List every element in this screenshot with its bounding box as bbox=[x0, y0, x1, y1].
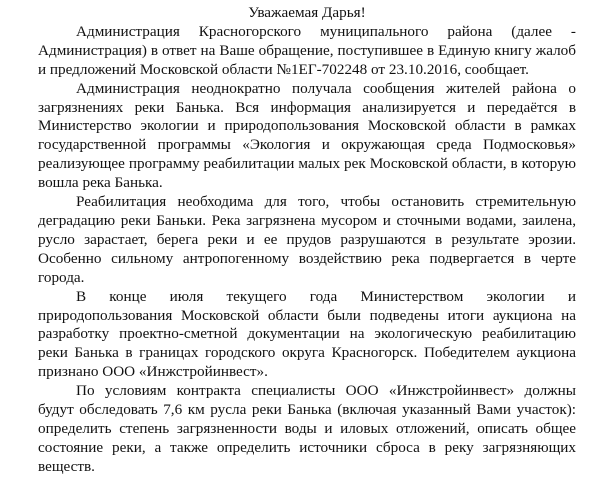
paragraph-appeal-response: Администрация Красногорского муниципального района (далее - Администрация) в ответ на Ваше обращение, поступившее в Единую книгу жалоб и предложений Московской области №1ЕГ-702248 от 23.10.2016, сообщает. bbox=[38, 22, 576, 78]
paragraph-rehabilitation-need: Реабилитация необходима для того, чтобы остановить стремительную деградацию реки Баньки. Река загрязнена мусором и сточными водами, заилена, русло зарастает, берега реки и ее прудов разрушаются в результате эрозии. Особенно сильному антропогенному воздействию река подвергается в черте города. bbox=[38, 193, 576, 286]
paragraph-pollution-reports: Администрация неоднократно получала сообщения жителей района о загрязнениях реки Банька. Вся информация анализируется и передаётся в Министерство экологии и природопользования Московской области в рамках государственной программы «Экология и окружающая среда Подмосковья» реализующее программу реабилитации малых рек Московской области, в которую вошла река Банька. bbox=[38, 79, 576, 192]
letter-greeting: Уважаемая Дарья! bbox=[248, 4, 366, 21]
paragraph-auction-results: В конце июля текущего года Министерством экологии и природопользования Московской области были подведены итоги аукциона на разработку проектно-сметной документации на экологическую реабилитацию реки Банька в границах городского округа Красногорск. Победителем аукциона признано ООО «Инжстройинвест». bbox=[38, 287, 576, 381]
paragraph-contract-terms: По условиям контракта специалисты ООО «Инжстройинвест» должны будут обследовать 7,6 км русла реки Банька (включая указанный Вами участок): определить степень загрязненности воды и иловых отложений, описать общее состояние реки, а также определить источники сброса в реку загрязняющих веществ. bbox=[38, 382, 576, 475]
